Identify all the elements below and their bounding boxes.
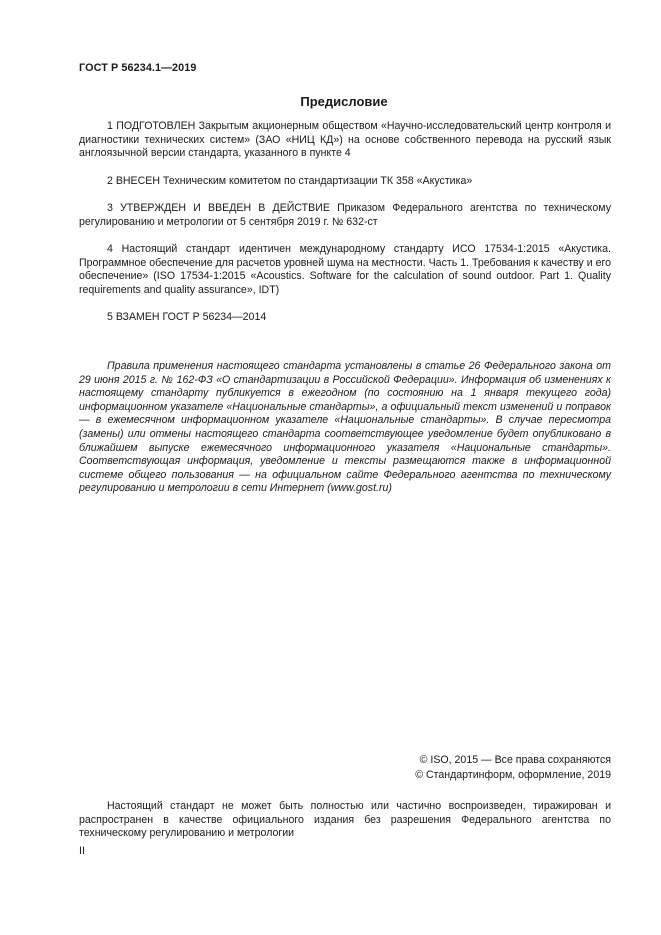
- page-number: II: [79, 845, 85, 857]
- copyright-standartinform: © Стандартинформ, оформление, 2019: [415, 769, 611, 781]
- reproduction-notice: Настоящий стандарт не может быть полностью или частично воспроизведен, тиражирован и распространен в качестве официального издания без разрешения Федерального агентства по техническому регулированию и метрологии: [79, 800, 611, 840]
- preface-item-4: 4 Настоящий стандарт идентичен международному стандарту ИСО 17534-1:2015 «Акустика. Программное обеспечение для расчетов уровней шума на местности. Часть 1. Требования к качеству и его обеспечение» (ISO 17534-1:2015 «Acoustics. Software for the calculation of sound outdoor. Part 1. Quality requirements and quality assurance», IDT): [79, 243, 611, 296]
- copyright-iso: © ISO, 2015 — Все права сохраняются: [419, 754, 611, 766]
- preface-item-3: 3 УТВЕРЖДЕН И ВВЕДЕН В ДЕЙСТВИЕ Приказом Федерального агентства по техническому регулированию и метрологии от 5 сентября 2019 г. № 632-ст: [79, 202, 611, 228]
- page-title: Предисловие: [300, 94, 388, 109]
- preface-item-2: 2 ВНЕСЕН Техническим комитетом по стандартизации ТК 358 «Акустика»: [107, 175, 473, 187]
- preface-item-5: 5 ВЗАМЕН ГОСТ Р 56234—2014: [107, 311, 267, 323]
- preface-item-1: 1 ПОДГОТОВЛЕН Закрытым акционерным обществом «Научно-исследовательский центр контроля и диагностики технических систем» (ЗАО «НИЦ КД») на основе собственного перевода на русский язык англоязычной версии стандарта, указанного в пункте 4: [79, 120, 611, 160]
- standard-code-header: ГОСТ Р 56234.1—2019: [79, 62, 197, 74]
- application-rules-notice: Правила применения настоящего стандарта установлены в статье 26 Федерального закона от 29 июня 2015 г. № 162-ФЗ «О стандартизации в Российской Федерации». Информация об изменениях к настоящему стандарту публикуется в ежегодном (по состоянию на 1 января текущего года) информационном указателе «Национальные стандарты», а официальный текст изменений и поправок — в ежемесячном информационном указателе «Национальные стандарты». В случае пересмотра (замены) или отмены настоящего стандарта соответствующее уведомление будет опубликовано в ближайшем выпуске ежемесячного информационного указателя «Национальные стандарты». Соответствующая информация, уведомление и тексты размещаются также в информационной системе общего пользования — на официальном сайте Федерального агентства по техническому регулированию и метрологии в сети Интернет (www.gost.ru): [79, 360, 611, 495]
